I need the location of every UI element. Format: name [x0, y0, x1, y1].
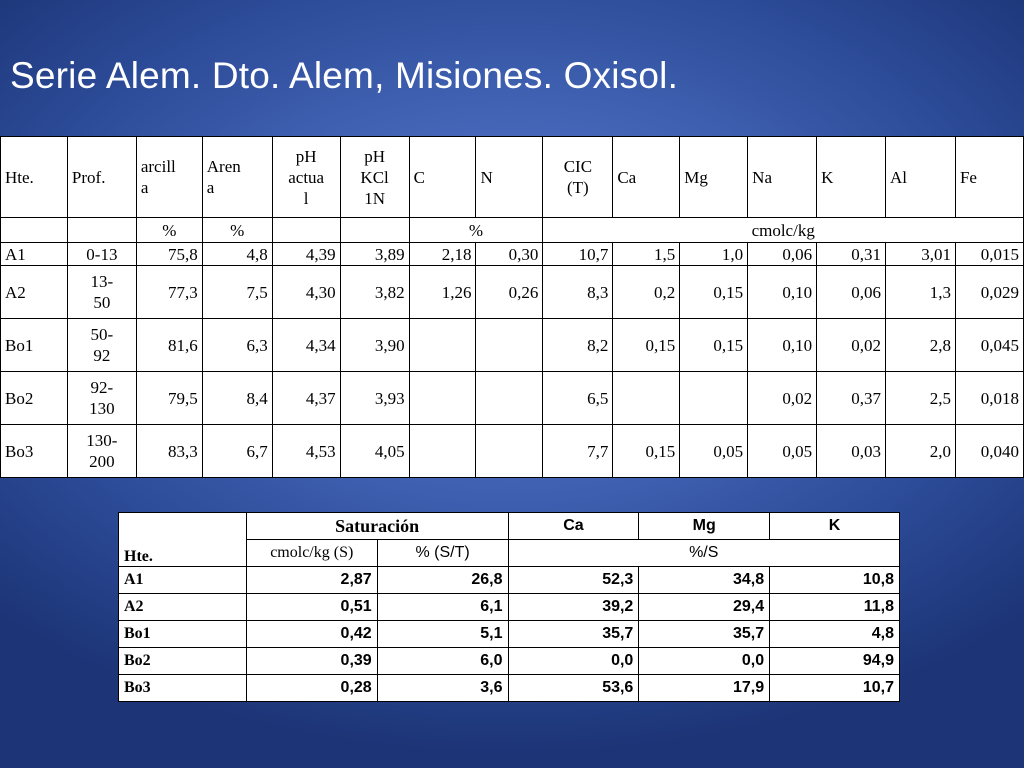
header-al: Al [886, 137, 956, 218]
cell-c [409, 372, 476, 425]
units-arcilla: % [136, 218, 202, 243]
cell-al: 2,0 [886, 425, 956, 478]
sat-cell-st: 26,8 [377, 567, 508, 594]
cell-arena: 4,8 [202, 243, 272, 266]
cell-n [476, 319, 543, 372]
sat-cell-k: 11,8 [770, 594, 900, 621]
header-mg: Mg [680, 137, 748, 218]
cell-arena: 8,4 [202, 372, 272, 425]
cell-k: 0,06 [817, 266, 886, 319]
header-ca: Ca [613, 137, 680, 218]
cell-k: 0,02 [817, 319, 886, 372]
sat-cell-ca: 35,7 [508, 621, 639, 648]
cell-arcilla: 81,6 [136, 319, 202, 372]
sat-cell-ca: 39,2 [508, 594, 639, 621]
cell-prof: 130- 200 [67, 425, 136, 478]
cell-n: 0,26 [476, 266, 543, 319]
sat-cell-k: 10,7 [770, 675, 900, 702]
units-arena: % [202, 218, 272, 243]
header-ph-kcl: pH KCl 1N [340, 137, 409, 218]
saturation-table [118, 512, 900, 702]
sat-header-ca: Ca [508, 513, 639, 540]
cell-al: 2,5 [886, 372, 956, 425]
sat-header-pct-s: %/S [508, 540, 899, 567]
table-row [1, 266, 1024, 319]
cell-prof: 0-13 [67, 243, 136, 266]
table-row [1, 319, 1024, 372]
sat-cell-st: 6,1 [377, 594, 508, 621]
cell-ph-actual: 4,37 [272, 372, 340, 425]
sat-cell-mg: 0,0 [639, 648, 770, 675]
cell-arena: 6,7 [202, 425, 272, 478]
sat-cell-s: 0,42 [246, 621, 377, 648]
sat-cell-st: 3,6 [377, 675, 508, 702]
sat-cell-ca: 0,0 [508, 648, 639, 675]
sat-cell-s: 0,39 [246, 648, 377, 675]
cell-mg [680, 372, 748, 425]
sat-cell-mg: 34,8 [639, 567, 770, 594]
cell-fe: 0,018 [955, 372, 1023, 425]
cell-arena: 6,3 [202, 319, 272, 372]
cell-arcilla: 79,5 [136, 372, 202, 425]
table-row [1, 243, 1024, 266]
cell-arcilla: 83,3 [136, 425, 202, 478]
sat-header-row-1 [119, 513, 900, 540]
sat-cell-ca: 52,3 [508, 567, 639, 594]
sat-cell-mg: 29,4 [639, 594, 770, 621]
cell-mg: 0,05 [680, 425, 748, 478]
sat-cell-s: 0,51 [246, 594, 377, 621]
sat-cell-st: 5,1 [377, 621, 508, 648]
sat-cell-k: 10,8 [770, 567, 900, 594]
header-row [1, 137, 1024, 218]
cell-cic: 8,3 [543, 266, 613, 319]
cell-na: 0,10 [748, 319, 817, 372]
sat-cell-hte: A1 [119, 567, 247, 594]
sat-cell-k: 94,9 [770, 648, 900, 675]
cell-fe: 0,029 [955, 266, 1023, 319]
units-row [1, 218, 1024, 243]
header-cic: CIC (T) [543, 137, 613, 218]
sat-cell-hte: Bo2 [119, 648, 247, 675]
cell-c: 2,18 [409, 243, 476, 266]
sat-cell-mg: 17,9 [639, 675, 770, 702]
cell-ph-actual: 4,30 [272, 266, 340, 319]
cell-n [476, 425, 543, 478]
cell-ca: 0,15 [613, 319, 680, 372]
sat-cell-mg: 35,7 [639, 621, 770, 648]
cell-al: 2,8 [886, 319, 956, 372]
header-prof: Prof. [67, 137, 136, 218]
table-row [1, 372, 1024, 425]
units-empty [67, 218, 136, 243]
cell-n: 0,30 [476, 243, 543, 266]
cell-k: 0,03 [817, 425, 886, 478]
cell-hte: A1 [1, 243, 68, 266]
cell-c: 1,26 [409, 266, 476, 319]
cell-ca: 0,2 [613, 266, 680, 319]
cell-ca: 0,15 [613, 425, 680, 478]
cell-ph-kcl: 3,93 [340, 372, 409, 425]
sat-cell-k: 4,8 [770, 621, 900, 648]
cell-prof: 50- 92 [67, 319, 136, 372]
units-cations: cmolc/kg [543, 218, 1024, 243]
sat-header-pct-st: % (S/T) [377, 540, 508, 567]
cell-cic: 8,2 [543, 319, 613, 372]
table-row [1, 425, 1024, 478]
cell-n [476, 372, 543, 425]
table-row [119, 621, 900, 648]
header-ph-actual: pH actua l [272, 137, 340, 218]
header-k: K [817, 137, 886, 218]
cell-na: 0,10 [748, 266, 817, 319]
cell-ph-kcl: 3,90 [340, 319, 409, 372]
cell-ph-actual: 4,34 [272, 319, 340, 372]
header-fe: Fe [955, 137, 1023, 218]
cell-ca [613, 372, 680, 425]
sat-header-cmolc: cmolc/kg (S) [246, 540, 377, 567]
cell-arcilla: 77,3 [136, 266, 202, 319]
cell-ph-kcl: 3,82 [340, 266, 409, 319]
cell-na: 0,02 [748, 372, 817, 425]
cell-ph-kcl: 3,89 [340, 243, 409, 266]
sat-header-mg: Mg [639, 513, 770, 540]
cell-hte: Bo3 [1, 425, 68, 478]
header-n: N [476, 137, 543, 218]
soil-properties-table [0, 136, 1024, 478]
table-row [119, 567, 900, 594]
table-row [119, 594, 900, 621]
sat-cell-hte: Bo3 [119, 675, 247, 702]
header-arena: Aren a [202, 137, 272, 218]
cell-mg: 0,15 [680, 266, 748, 319]
sat-cell-st: 6,0 [377, 648, 508, 675]
sat-cell-ca: 53,6 [508, 675, 639, 702]
table-row [119, 675, 900, 702]
sat-cell-s: 2,87 [246, 567, 377, 594]
cell-ca: 1,5 [613, 243, 680, 266]
cell-cic: 7,7 [543, 425, 613, 478]
cell-fe: 0,045 [955, 319, 1023, 372]
cell-k: 0,31 [817, 243, 886, 266]
cell-prof: 13- 50 [67, 266, 136, 319]
cell-fe: 0,040 [955, 425, 1023, 478]
header-c: C [409, 137, 476, 218]
header-na: Na [748, 137, 817, 218]
sat-cell-hte: Bo1 [119, 621, 247, 648]
units-empty [272, 218, 340, 243]
cell-cic: 10,7 [543, 243, 613, 266]
sat-header-hte: Hte. [119, 513, 247, 567]
cell-na: 0,05 [748, 425, 817, 478]
cell-k: 0,37 [817, 372, 886, 425]
cell-al: 3,01 [886, 243, 956, 266]
units-empty [1, 218, 68, 243]
slide-title: Serie Alem. Dto. Alem, Misiones. Oxisol. [10, 55, 679, 96]
cell-cic: 6,5 [543, 372, 613, 425]
cell-na: 0,06 [748, 243, 817, 266]
cell-ph-actual: 4,53 [272, 425, 340, 478]
header-hte: Hte. [1, 137, 68, 218]
cell-c [409, 425, 476, 478]
sat-cell-s: 0,28 [246, 675, 377, 702]
cell-hte: Bo1 [1, 319, 68, 372]
cell-al: 1,3 [886, 266, 956, 319]
cell-fe: 0,015 [955, 243, 1023, 266]
cell-arcilla: 75,8 [136, 243, 202, 266]
units-c-n: % [409, 218, 543, 243]
cell-arena: 7,5 [202, 266, 272, 319]
cell-ph-actual: 4,39 [272, 243, 340, 266]
sat-cell-hte: A2 [119, 594, 247, 621]
cell-ph-kcl: 4,05 [340, 425, 409, 478]
table-row [119, 648, 900, 675]
cell-c [409, 319, 476, 372]
cell-mg: 0,15 [680, 319, 748, 372]
sat-header-saturacion: Saturación [246, 513, 508, 540]
header-arcilla: arcill a [136, 137, 202, 218]
units-empty [340, 218, 409, 243]
cell-prof: 92- 130 [67, 372, 136, 425]
cell-hte: Bo2 [1, 372, 68, 425]
sat-header-k: K [770, 513, 900, 540]
cell-mg: 1,0 [680, 243, 748, 266]
cell-hte: A2 [1, 266, 68, 319]
